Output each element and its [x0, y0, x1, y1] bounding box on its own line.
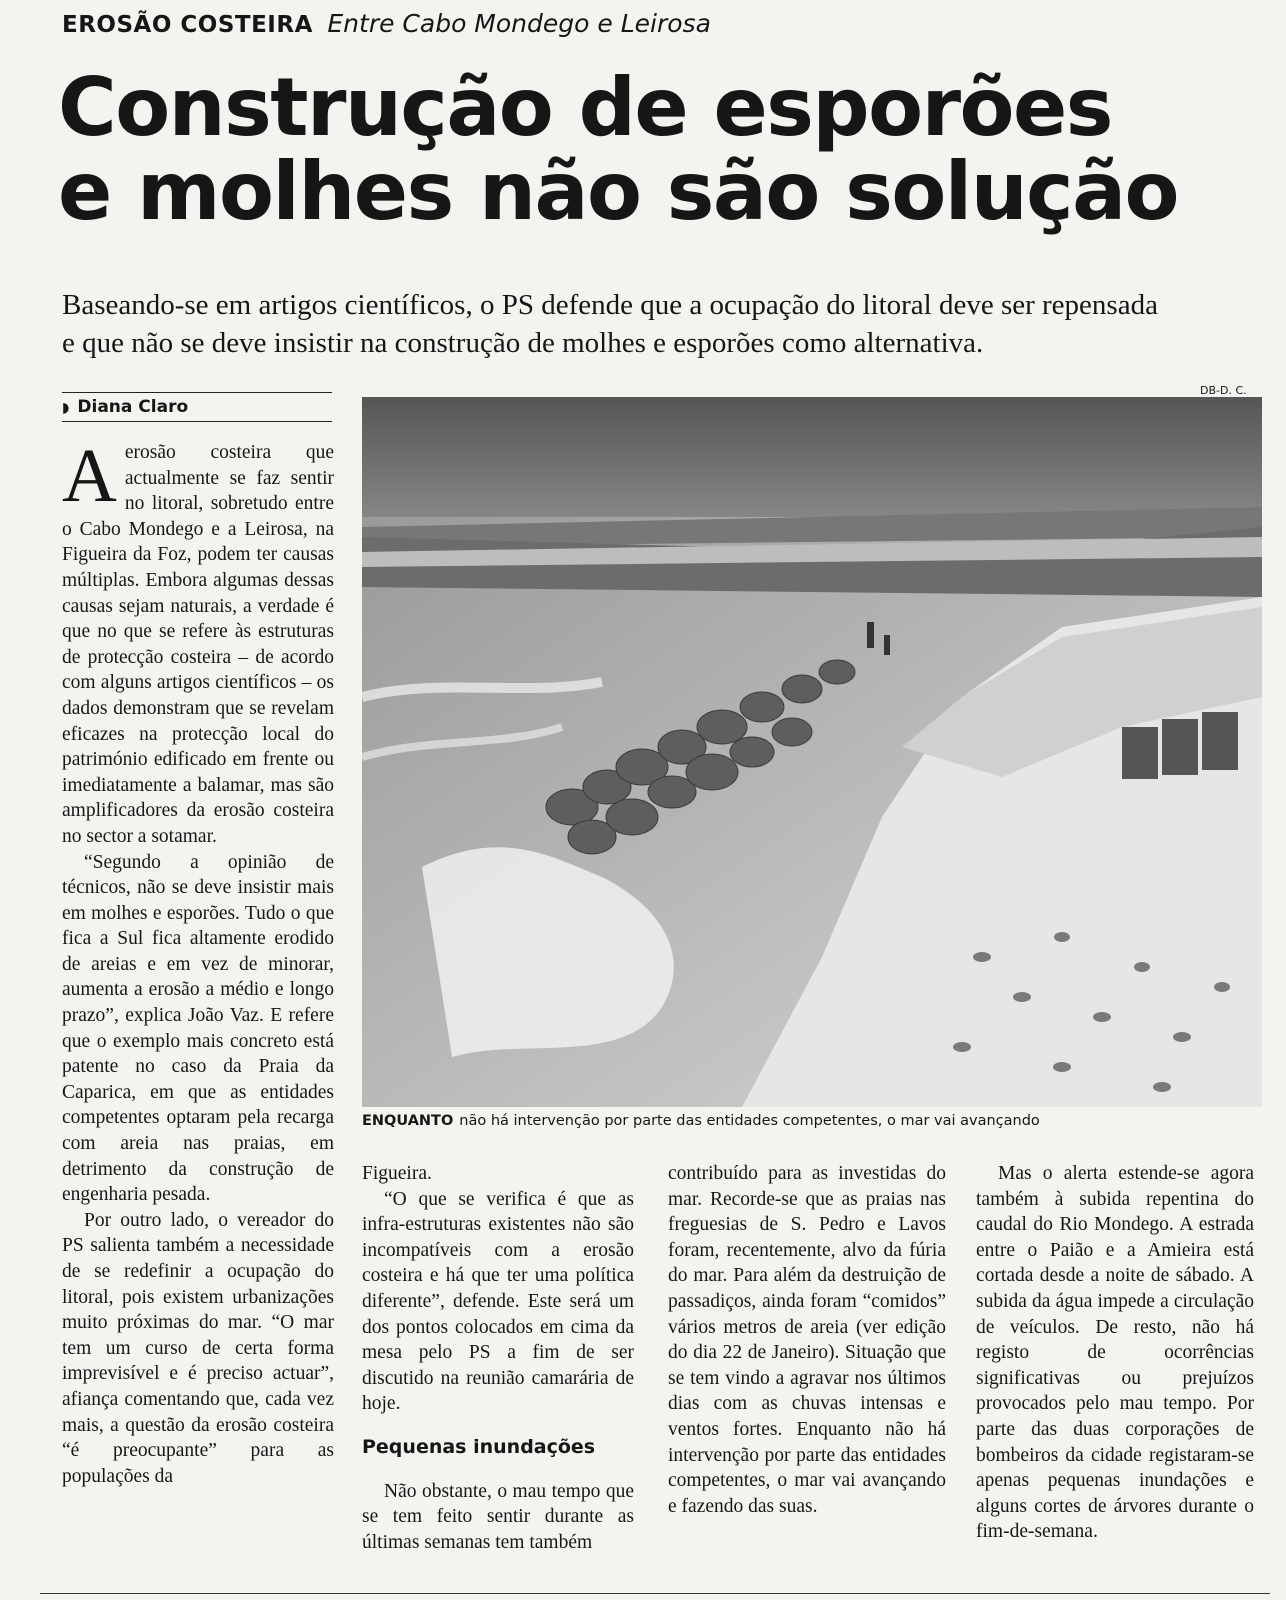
article-column-1	[62, 434, 334, 1489]
paragraph-6: Mas o alerta estende-se agora também à subida repentina do caudal do Rio Mondego. A estrada entre o Paião e a Amieira está cortada desde a noite de sábado. A subida da água impede a circulação de veículos. De resto, não há registo de ocorrências significativas ou prejuízos provocados pelo mau tempo. Por parte das duas corporações de bombeiros da cidade registaram-se apenas pequenas inundações e alguns cortes de árvores durante o fim-de-semana.	[976, 1163, 1254, 1543]
headline-line-2: e molhes não são solução	[58, 145, 1179, 238]
section-subtitle: Entre Cabo Mondego e Leirosa	[327, 9, 711, 38]
paragraph-3-continued: Figueira.	[362, 1163, 432, 1184]
paragraph-1: Aerosão costeira que actualmente se faz sentir no litoral, sobretudo entre o Cabo Mondego e a Leirosa, na Figueira da Foz, podem ter causas múltiplas. Embora algumas dessas causas sejam naturais, a verdade é que no que se refere às estruturas de protecção costeira – de acordo com alguns artigos científicos – os dados demonstram que se revelam eficazes na protecção local do património edificado em frente ou imediatamente a balamar, mas são amplificadores da erosão costeira no sector a sotamar.	[62, 434, 334, 847]
headline	[58, 61, 1258, 238]
article-column-4	[976, 1161, 1254, 1545]
caption-text: não há intervenção por parte das entidades competentes, o mar vai avançando	[459, 1113, 1040, 1129]
coastal-breakwater-photo	[362, 397, 1262, 1107]
lede	[62, 286, 1272, 362]
paragraph-5: Não obstante, o mau tempo que se tem feito sentir durante as últimas semanas tem também	[362, 1480, 634, 1553]
section-kicker	[62, 4, 711, 45]
paragraph-5-continued: contribuído para as investidas do mar. Recorde-se que as praias nas freguesias de S. Pedro e Lavos foram, recentemente, alvo da fúria do mar. Para além da destruição de passadiços, ainda foram “comidos” vários metros de areia (ver edição do dia 22 de Janeiro). Situação que se tem vindo a agravar nos últimos dias com as chuvas intensas e ventos fortes. Enquanto não há intervenção por parte das entidades competentes, o mar vai avançando e fazendo das suas.	[668, 1163, 946, 1517]
headline-line-1: Construção de esporões	[58, 61, 1112, 154]
byline	[62, 392, 332, 422]
subhead: Pequenas inundações	[362, 1435, 596, 1458]
article-photo	[362, 397, 1262, 1107]
paragraph-3: Por outro lado, o vereador do PS salienta também a necessidade de se redefinir a ocupação do litoral, pois existem urbanizações muito próximas do mar. “O mar tem um curso de certa forma imprevisível e é preciso actuar”, afiança comentando que, cada vez mais, a questão da erosão costeira “é preocupante” para as populações da	[62, 1209, 334, 1487]
paragraph-2: “Segundo a opinião de técnicos, não se deve insistir mais em molhes e esporões. Tudo o que fica a Sul fica altamente erodido de areias e em vez de minorar, aumenta a erosão a médio e longo prazo”, explica João Vaz. E refere que o exemplo mais concreto está patente no caso da Praia da Caparica, em que as entidades competentes optaram pela recarga com areia nas praias, em detrimento da construção de engenharia pesada.	[62, 851, 334, 1206]
byline-marker-icon: ◗	[62, 400, 70, 416]
lede-line-1: Baseando-se em artigos científicos, o PS defende que a ocupação do litoral deve ser repensada	[62, 289, 1158, 321]
photo-credit: DB-D. C.	[1200, 384, 1247, 397]
caption-lead: ENQUANTO	[362, 1113, 454, 1129]
article-column-3	[668, 1161, 946, 1519]
photo-caption	[362, 1113, 1282, 1129]
section-tag: EROSÃO COSTEIRA	[62, 12, 313, 38]
byline-author: Diana Claro	[77, 397, 189, 417]
lede-line-2: e que não se deve insistir na construção de molhes e esporões como alternativa.	[62, 327, 984, 359]
drop-cap: A	[62, 434, 117, 518]
paragraph-4: “O que se verifica é que as infra-estruturas existentes não são incompatíveis com a erosão costeira e há que ter uma política diferente”, defende. Este será um dos pontos colocados em cima da mesa pelo PS a fim de ser discutido na reunião camarária de hoje.	[362, 1188, 634, 1415]
article-column-2	[362, 1161, 634, 1555]
bottom-rule	[40, 1593, 1270, 1594]
